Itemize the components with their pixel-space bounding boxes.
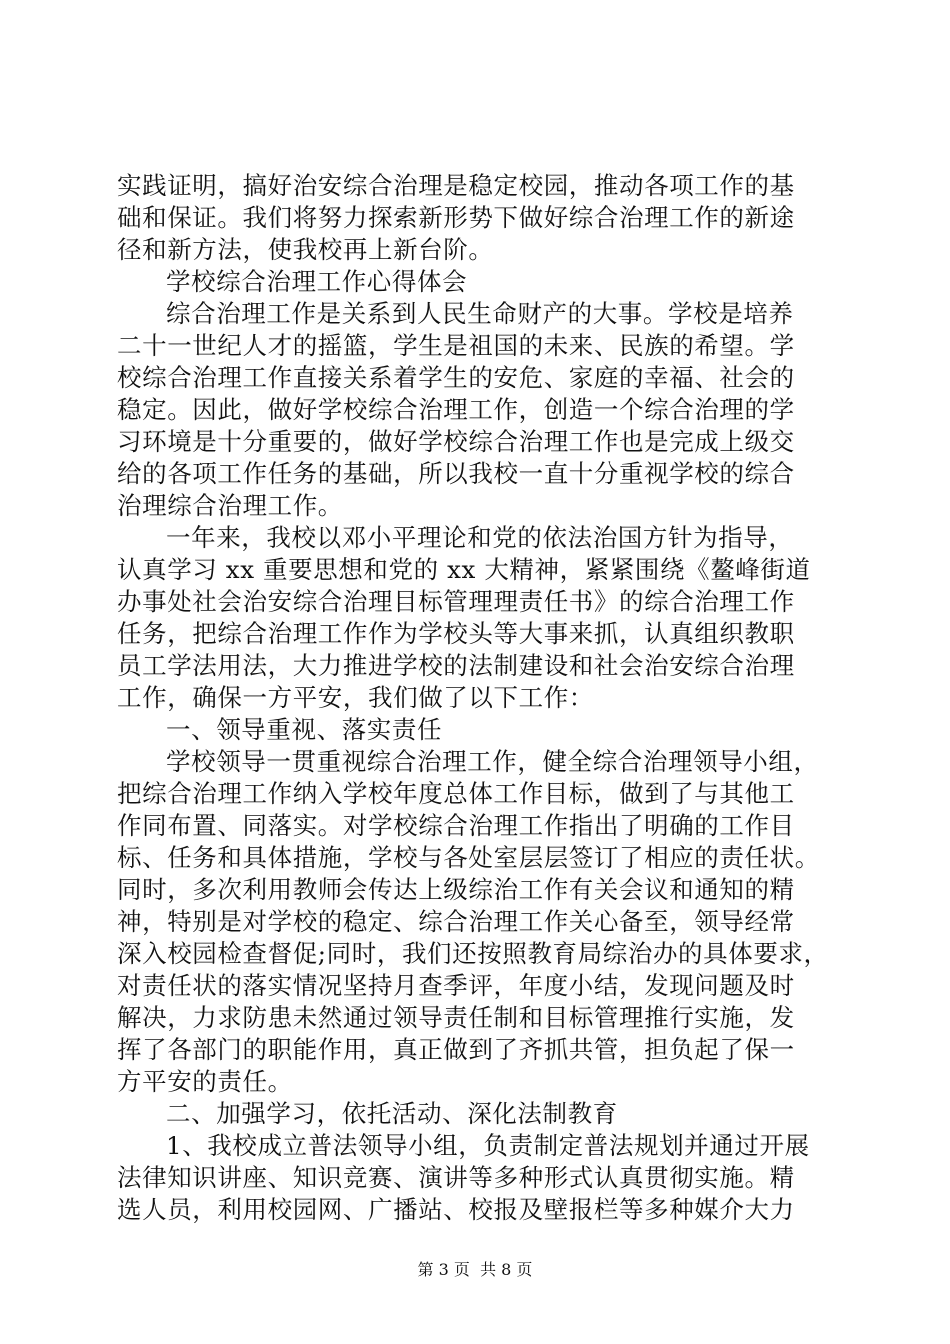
text-line: 二十一世纪人才的摇篮，学生是祖国的未来、民族的希望。学 <box>117 331 795 360</box>
text-line: 1、我校成立普法领导小组，负责制定普法规划并通过开展 <box>166 1131 810 1160</box>
text-line: 法律知识讲座、知识竞赛、演讲等多种形式认真贯彻实施。精 <box>117 1163 795 1192</box>
page-number-footer: 第 3 页 共 8 页 <box>417 1260 533 1279</box>
text-line: 标、任务和具体措施，学校与各处室层层签订了相应的责任状。 <box>117 843 820 872</box>
text-line: 挥了各部门的职能作用，真正做到了齐抓共管，担负起了保一 <box>117 1035 795 1064</box>
section-heading: 二、加强学习，依托活动、深化法制教育 <box>166 1099 618 1128</box>
text-line: 实践证明，搞好治安综合治理是稳定校园，推动各项工作的基 <box>117 171 795 200</box>
text-line: 综合治理工作是关系到人民生命财产的大事。学校是培养 <box>166 299 794 328</box>
text-line: 校综合治理工作直接关系着学生的安危、家庭的幸福、社会的 <box>117 363 795 392</box>
text-line: 认真学习 xx 重要思想和党的 xx 大精神，紧紧围绕《鳌峰街道 <box>117 555 811 584</box>
text-line: 础和保证。我们将努力探索新形势下做好综合治理工作的新途 <box>117 203 795 232</box>
text-line: 给的各项工作任务的基础，所以我校一直十分重视学校的综合 <box>117 459 795 488</box>
text-line: 同时，多次利用教师会传达上级综治工作有关会议和通知的精 <box>117 875 795 904</box>
text-line: 办事处社会治安综合治理目标管理理责任书》的综合治理工作 <box>117 587 795 616</box>
text-line: 神，特别是对学校的稳定、综合治理工作关心备至，领导经常 <box>117 907 795 936</box>
text-line: 把综合治理工作纳入学校年度总体工作目标，做到了与其他工 <box>117 779 795 808</box>
body-text <box>117 170 837 1226</box>
text-line: 工作，确保一方平安，我们做了以下工作： <box>117 683 594 712</box>
text-line: 方平安的责任。 <box>117 1067 293 1096</box>
text-line: 解决，力求防患未然通过领导责任制和目标管理推行实施，发 <box>117 1003 795 1032</box>
text-line: 径和新方法，使我校再上新台阶。 <box>117 235 494 264</box>
text-line: 治理综合治理工作。 <box>117 491 343 520</box>
text-line: 任务，把综合治理工作作为学校头等大事来抓，认真组织教职 <box>117 619 795 648</box>
text-line: 对责任状的落实情况坚持月查季评，年度小结，发现问题及时 <box>117 971 795 1000</box>
text-line: 一年来，我校以邓小平理论和党的依法治国方针为指导， <box>166 523 794 552</box>
text-line: 稳定。因此，做好学校综合治理工作，创造一个综合治理的学 <box>117 395 795 424</box>
section-heading: 一、领导重视、落实责任 <box>166 715 443 744</box>
text-line: 习环境是十分重要的，做好学校综合治理工作也是完成上级交 <box>117 427 795 456</box>
text-line: 员工学法用法，大力推进学校的法制建设和社会治安综合治理 <box>117 651 795 680</box>
text-line: 作同布置、同落实。对学校综合治理工作指出了明确的工作目 <box>117 811 795 840</box>
text-line: 选人员，利用校园网、广播站、校报及壁报栏等多种媒介大力 <box>117 1195 795 1224</box>
section-title: 学校综合治理工作心得体会 <box>166 267 468 296</box>
text-line: 学校领导一贯重视综合治理工作，健全综合治理领导小组， <box>166 747 819 776</box>
text-line: 深入校园检查督促;同时，我们还按照教育局综治办的具体要求， <box>117 939 829 968</box>
